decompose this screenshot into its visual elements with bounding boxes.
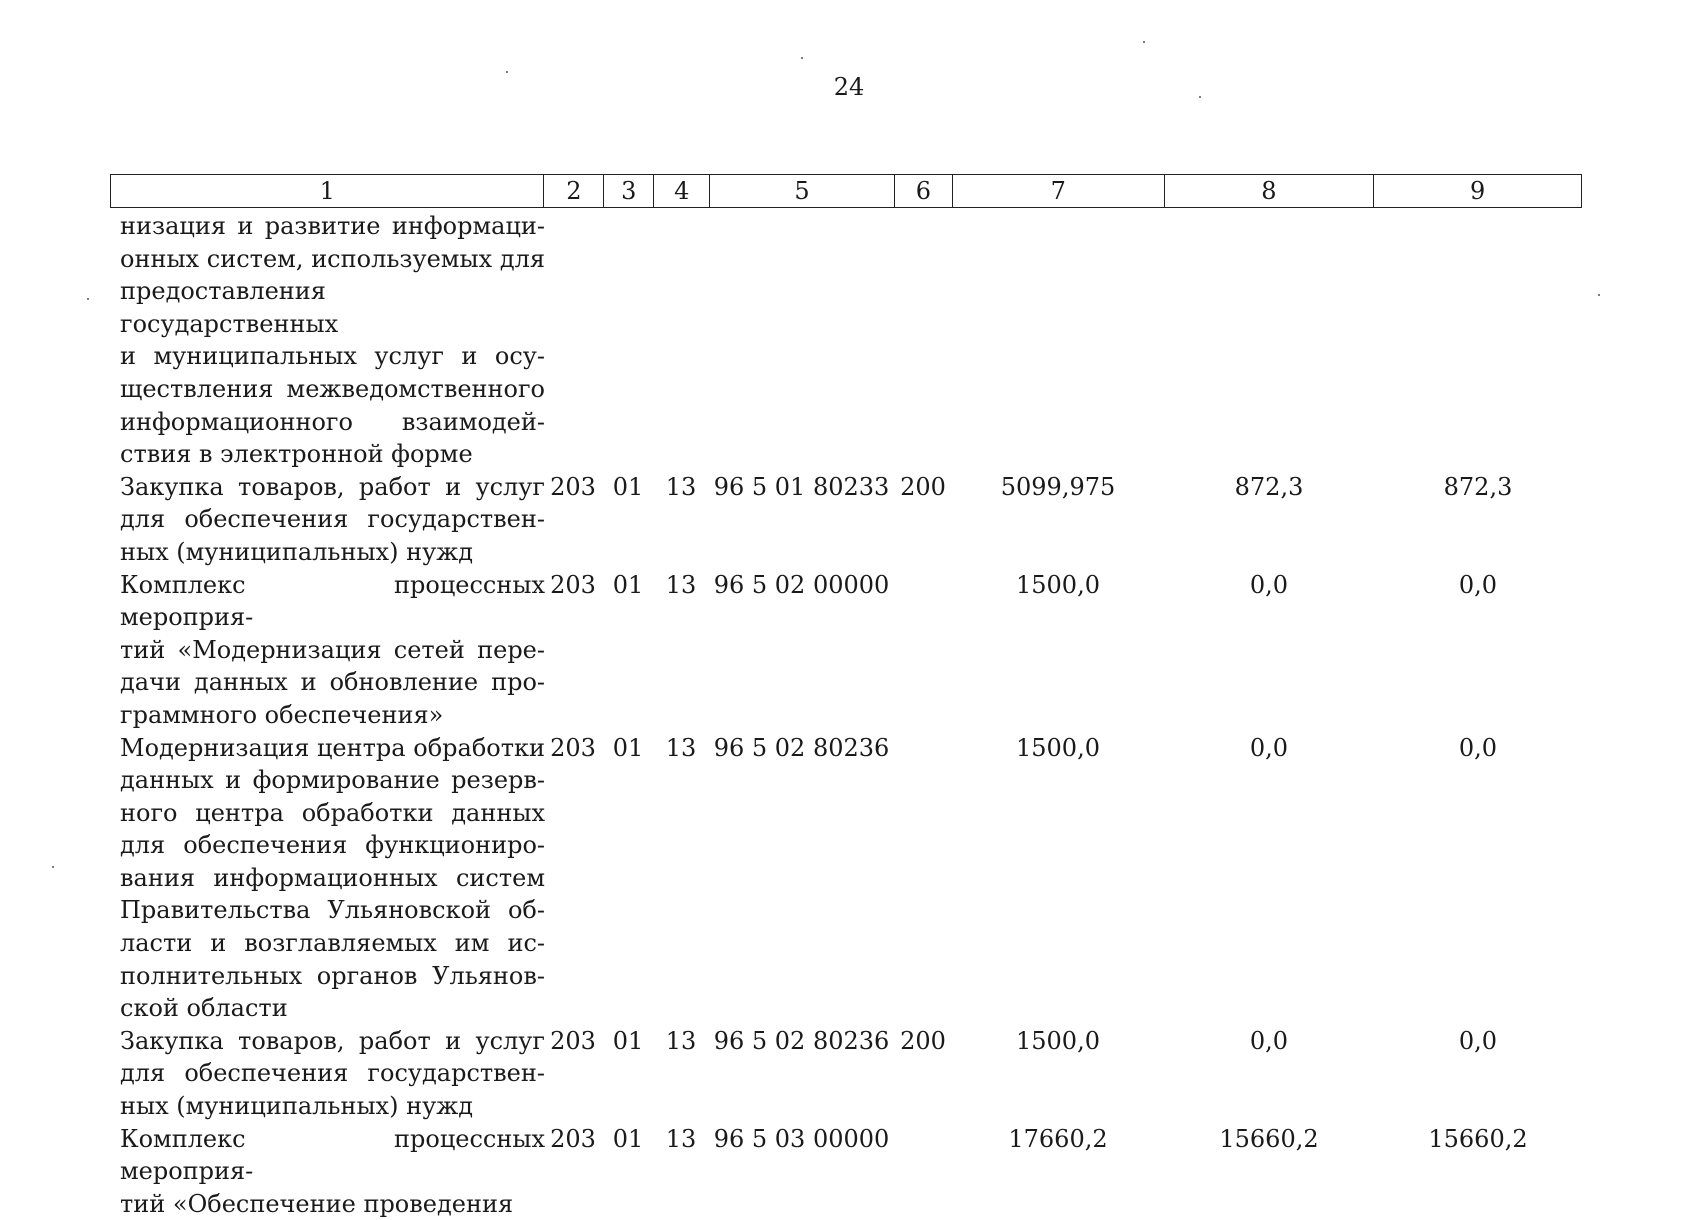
table-row [110, 1025, 1582, 1123]
row-cell-col-3: 01 [612, 1124, 644, 1153]
scan-speck [506, 71, 508, 73]
description-line: Модернизация центра обработки [120, 733, 545, 762]
page-number: 24 [833, 73, 865, 101]
row-cell-col-5: 96 5 02 80236 [713, 1026, 890, 1055]
row-cell-col-6: 200 [900, 472, 946, 501]
row-cell-col-9: 0,0 [1458, 570, 1498, 599]
row-cell-col-7: 5099,975 [1000, 472, 1116, 501]
description-line: тий «Модернизация сетей пере- [120, 635, 545, 664]
table-body [110, 210, 1582, 1220]
table-row [110, 210, 1582, 471]
scan-speck [1199, 96, 1201, 98]
header-col-2: 2 [543, 175, 603, 207]
row-cell-col-7: 17660,2 [1008, 1124, 1108, 1153]
header-col-7: 7 [952, 175, 1164, 207]
row-cell-col-8: 0,0 [1249, 570, 1289, 599]
description-line: Закупка товаров, работ и услуг [120, 1026, 545, 1055]
description-line: информационного взаимодей- [120, 407, 545, 436]
description-line: ного центра обработки данных [120, 798, 545, 827]
row-cell-col-8: 872,3 [1234, 472, 1304, 501]
row-description [120, 471, 545, 569]
description-line: для обеспечения государствен- [120, 505, 545, 534]
description-line: Комплекс процессных мероприя- [120, 570, 545, 632]
description-line: ных (муниципальных) нужд [120, 537, 474, 566]
row-description [120, 1123, 545, 1220]
row-cell-col-2: 203 [550, 1124, 596, 1153]
description-line: для обеспечения государствен- [120, 1059, 545, 1088]
row-cell-col-2: 203 [550, 472, 596, 501]
row-cell-col-2: 203 [550, 1026, 596, 1055]
description-line: ществления межведомственного [120, 374, 545, 403]
description-line: дачи данных и обновление про- [120, 668, 545, 697]
row-cell-col-3: 01 [612, 1026, 644, 1055]
row-cell-col-3: 01 [612, 733, 644, 762]
table-row [110, 1123, 1582, 1220]
description-line: ской области [120, 994, 288, 1023]
table-row [110, 471, 1582, 569]
row-cell-col-5: 96 5 03 00000 [713, 1124, 890, 1153]
row-cell-col-4: 13 [665, 472, 697, 501]
row-cell-col-4: 13 [665, 1026, 697, 1055]
row-cell-col-9: 15660,2 [1428, 1124, 1528, 1153]
description-line: низация и развитие информаци- [120, 212, 545, 240]
description-line: Правительства Ульяновской об- [120, 896, 545, 925]
row-cell-col-3: 01 [612, 472, 644, 501]
table-row [110, 569, 1582, 732]
description-line: вания информационных систем [120, 863, 545, 892]
header-col-6: 6 [894, 175, 952, 207]
row-description [120, 210, 545, 471]
row-cell-col-8: 15660,2 [1219, 1124, 1319, 1153]
description-line: Закупка товаров, работ и услуг [120, 472, 545, 501]
header-col-5: 5 [709, 175, 894, 207]
description-line: для обеспечения функциониро- [120, 831, 545, 860]
description-line: ствия в электронной форме [120, 440, 473, 469]
row-cell-col-7: 1500,0 [1016, 733, 1100, 762]
row-cell-col-5: 96 5 02 80236 [713, 733, 890, 762]
row-cell-col-8: 0,0 [1249, 733, 1289, 762]
row-description [120, 732, 545, 1025]
scan-speck [87, 298, 89, 300]
description-line: предоставления государственных [120, 277, 339, 338]
row-description [120, 1025, 545, 1123]
description-line: Комплекс процессных мероприя- [120, 1124, 545, 1186]
header-col-1: 1 [319, 177, 335, 205]
description-line: граммного обеспечения» [120, 700, 444, 729]
row-description [120, 569, 545, 732]
description-line: данных и формирование резерв- [120, 766, 545, 795]
description-line: и муниципальных услуг и осу- [120, 342, 545, 371]
scan-speck [1143, 41, 1145, 43]
row-cell-col-9: 872,3 [1443, 472, 1513, 501]
table-row [110, 732, 1582, 1025]
row-cell-col-4: 13 [665, 733, 697, 762]
header-col-4: 4 [653, 175, 709, 207]
row-cell-col-9: 0,0 [1458, 1026, 1498, 1055]
scan-speck [52, 866, 54, 868]
scan-speck [1598, 294, 1600, 296]
description-line: полнительных органов Ульянов- [120, 961, 545, 990]
header-col-8: 8 [1164, 175, 1374, 207]
description-line: тий «Обеспечение проведения [120, 1189, 514, 1218]
row-cell-col-4: 13 [665, 570, 697, 599]
row-cell-col-9: 0,0 [1458, 733, 1498, 762]
row-cell-col-2: 203 [550, 570, 596, 599]
header-col-3: 3 [603, 175, 653, 207]
row-cell-col-8: 0,0 [1249, 1026, 1289, 1055]
header-col-9: 9 [1373, 175, 1581, 207]
description-line: ных (муниципальных) нужд [120, 1092, 474, 1121]
row-cell-col-5: 96 5 02 00000 [713, 570, 890, 599]
row-cell-col-4: 13 [665, 1124, 697, 1153]
row-cell-col-3: 01 [612, 570, 644, 599]
table-header [110, 174, 1582, 208]
description-line: ласти и возглавляемых им ис- [120, 929, 545, 958]
row-cell-col-2: 203 [550, 733, 596, 762]
row-cell-col-6: 200 [900, 1026, 946, 1055]
row-cell-col-5: 96 5 01 80233 [713, 472, 890, 501]
description-line: онных систем, используемых для [120, 244, 545, 273]
scan-speck [801, 57, 803, 59]
row-cell-col-7: 1500,0 [1016, 570, 1100, 599]
row-cell-col-7: 1500,0 [1016, 1026, 1100, 1055]
